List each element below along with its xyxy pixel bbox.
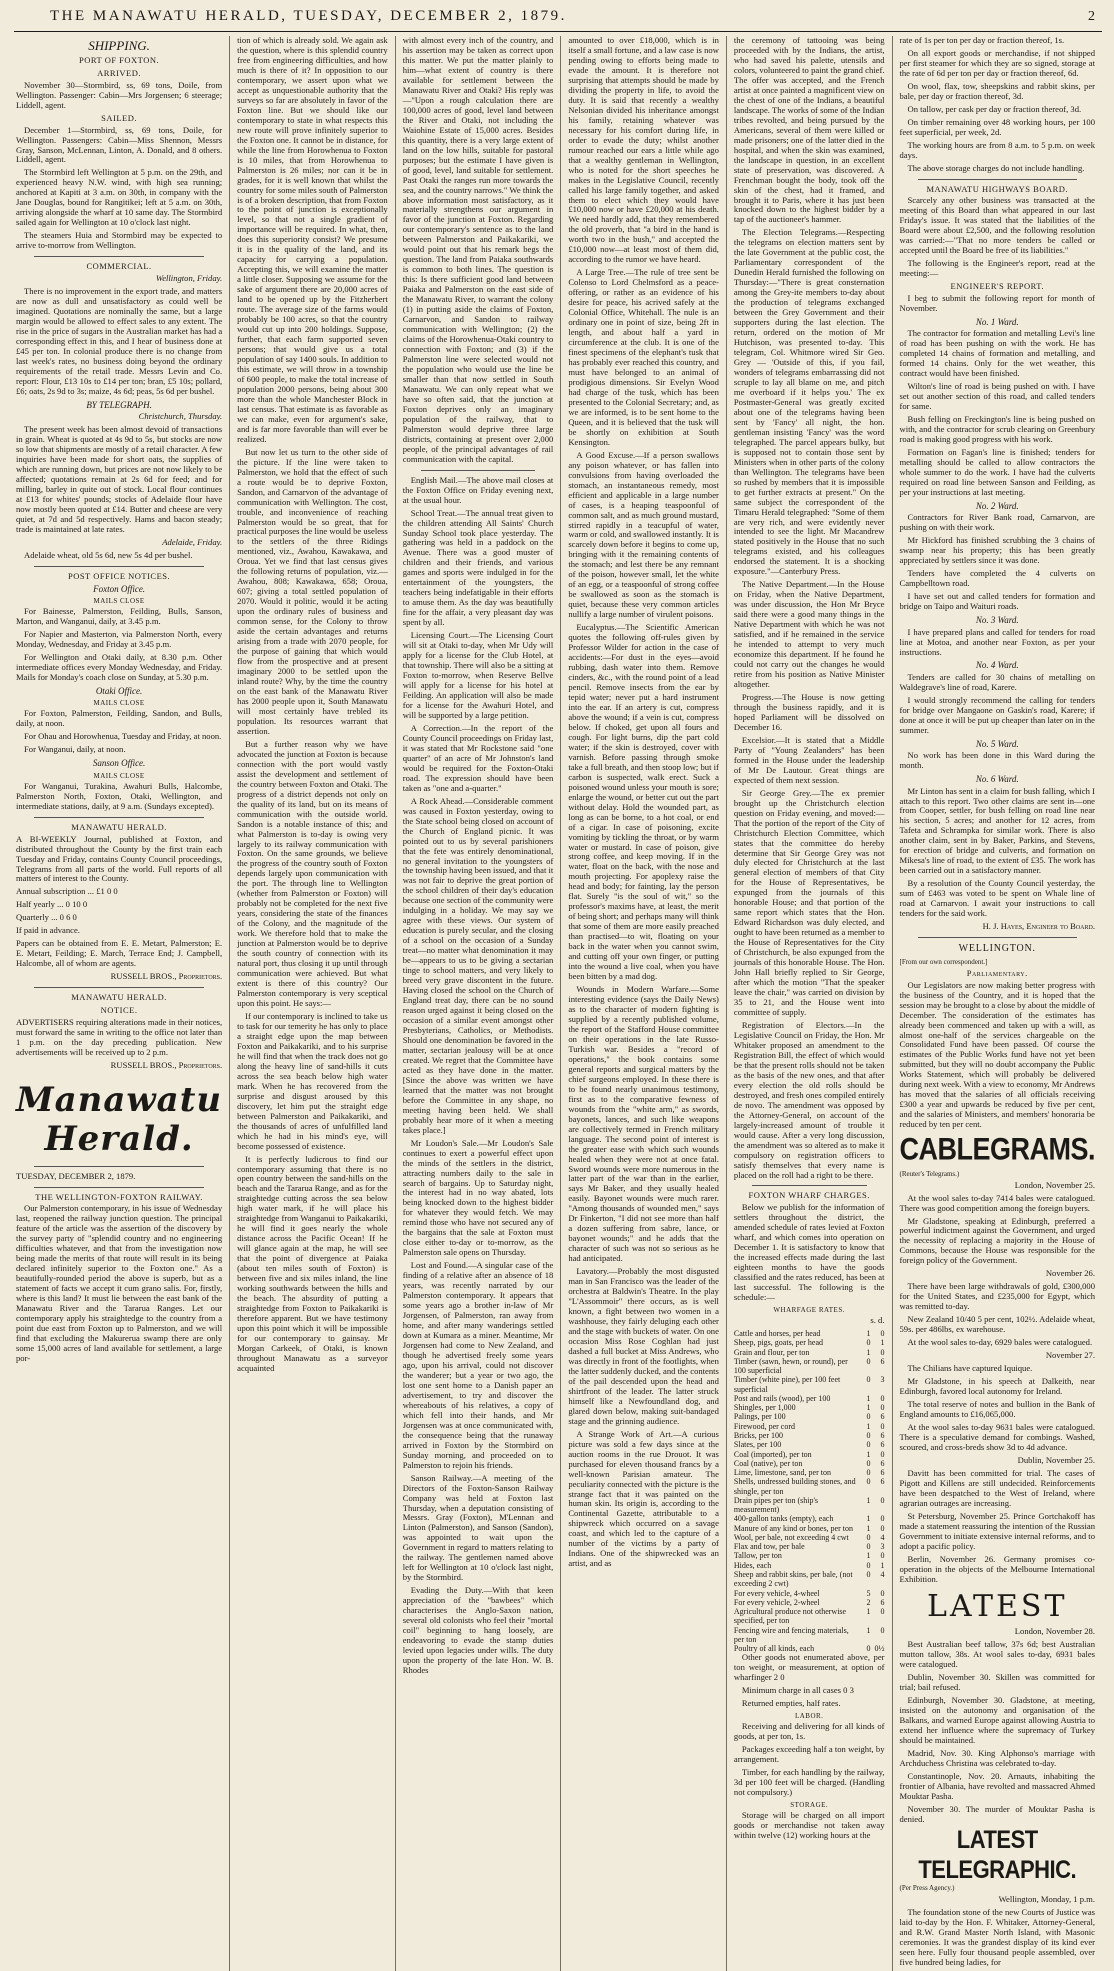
cable-text: The total reserve of notes and bullion in the Bank of England amounts to £16,065,000. — [899, 1399, 1095, 1419]
ward-4: No. 4 Ward. — [975, 660, 1019, 671]
rate-d: 0 — [880, 1403, 885, 1413]
cable-text: St Petersburg, November 25. Prince Gortchakoff has made a statement reassuring the intention of the Russian Government to initiate extensive internal reforms, and to adopt a pacific policy. — [899, 1510, 1095, 1551]
post-text-2: For Napier and Masterton, via Palmerston North, every Monday, Wednesday, and Friday at 3.45 p.m. — [16, 629, 223, 649]
engineer-intro: I beg to submit the following report for month of November. — [899, 293, 1095, 314]
rate-s: 1 — [866, 1421, 871, 1431]
latest-heading: LATEST — [927, 1589, 1068, 1625]
wharf-intro: Below we publish for the information of settlers throughout the district, the amended schedule of rates levied at Foxton wharf, and which comes into operation on December 1. It is satisfactory to know that the increased effects made during the last eighteen months to have the goods classified and the rates reduced, has been at last successful. The following is the schedule:— — [733, 1202, 885, 1303]
notice-heading: NOTICE. — [100, 1005, 138, 1016]
wellington-heading: WELLINGTON. — [958, 943, 1036, 955]
rate-d: 0 — [880, 1625, 885, 1635]
ward-text: Contractors for River Bank road, Carnarvon, are pushing on with their work. — [899, 512, 1095, 533]
rate-row — [734, 1626, 885, 1645]
rate-d: 1 — [880, 1338, 885, 1348]
rate-d: 4 — [880, 1532, 885, 1542]
rate-s: 1 — [866, 1625, 871, 1635]
divider — [34, 987, 204, 988]
rate-item: Manure of any kind or bones, per ton — [733, 1523, 853, 1533]
mails-close: MAILS CLOSE — [93, 596, 145, 605]
news-item: A Correction.—In the report of the County Council proceedings on Friday last, it was stated that Mr Rockstone said "one quarter" of an acre of Mr Johnston's land would be required for the Foxton-Otaki road. The expression should have been taken as "one and a-quarter." — [402, 722, 554, 793]
news-item: Licensing Court.—The Licensing Court will sit at Otaki to-day, when Mr Udy will apply for a license for the Club Hotel, at that township. There will also be a sitting at Foxton to-morrow, when Reserve Bellve will apply for a license for his hotel at Feilding. An application will also be made for a license for the Awahuri Hotel, and will be supported by a large petition. — [402, 630, 554, 720]
ward-1: No. 1 Ward. — [975, 317, 1019, 328]
ward-text: Wilton's line of road is being pushed on with. I have set out another section of this road, and called tenders for same. — [899, 381, 1095, 412]
rate-d: 6 — [880, 1431, 885, 1441]
news-item: A Strange Work of Art.—A curious picture was sold a few days since at the auction rooms in the rue Drouot. It was purchased for eleven thousand francs by a well-known Parisian amateur. The peculiarity connected with the picture is the strange fact that it was painted on the human skin. Its origin is, according to the Continental Gazette, attributable to a shipwreck which occurred on a savage coast, and which led to the capture of a number of the victims by a party of Indians. One of the shipwrecked was an artist, and as — [568, 1428, 719, 1569]
rate-item: Palings, per 100 — [733, 1412, 786, 1422]
latest-text: Best Australian beef tallow, 37s 6d; best Australian mutton tallow, 38s. At wool sales to-day, 6931 bales were catalogued. — [899, 1639, 1095, 1670]
ward-5: No. 5 Ward. — [975, 738, 1019, 749]
rate-row — [734, 1459, 885, 1468]
labor-text-3: Timber, for each handling by the railway, 3d per 100 feet will be charged. (Handling not compulsory.) — [733, 1767, 885, 1798]
rate-item: Hides, each — [733, 1560, 772, 1570]
labor-text: Receiving and delivering for all kinds of goods, at per ton, 1s. — [733, 1721, 885, 1742]
divider — [34, 1187, 204, 1188]
wharfage-heading: WHARFAGE RATES. — [773, 1306, 845, 1315]
rate-d: 4 — [880, 1570, 885, 1579]
rate-s: 0 — [866, 1570, 871, 1579]
rate-d: 0 — [880, 1421, 885, 1431]
rate-s: 1 — [866, 1551, 871, 1561]
wharf-minimum: Minimum charge in all cases 0 3 — [741, 1685, 854, 1696]
post-text-6: For Wanganui, daily, at noon. — [24, 744, 126, 755]
final-text: The foundation stone of the new Courts of Justice was laid to-day by the Hon. F. Whitaker, Attorney-General, and R.W. Grand Master North Island, with Masonic ceremonies. It was the grandest display of its kind ever seen here. Fully four thousand people assembled, over five hundred being ladies, for — [899, 1906, 1095, 1967]
divider — [34, 1166, 204, 1167]
cable-place: London, November 25. — [1014, 1179, 1095, 1190]
rate-s: 0 — [866, 1412, 871, 1422]
news-item: The Native Department.—In the House on Friday, when the Native Department, was under discussion, the Hon Mr Bryce said there were a good many things in the Native Department with which he was not satisfied, and if he remained in the service he intended to attempt to very much economize this department. If he found he could not carry out the changes he would retire from his position as Native Minister altogether. — [733, 579, 885, 689]
rate-item: Tallow, per ton — [733, 1551, 782, 1561]
rate-item: For every vehicle, 4-wheel — [733, 1588, 820, 1598]
rate-row — [734, 1570, 885, 1589]
shipping-heading: SHIPPING. — [88, 38, 150, 53]
arrived-label: ARRIVED. — [97, 67, 142, 78]
storage-text: rate of 1s per ton per day or fraction thereof, 1s. — [899, 35, 1065, 45]
telegraph-heading: BY TELEGRAPH. — [86, 399, 152, 410]
rate-d: 0 — [880, 1551, 885, 1561]
rate-s: 0 — [866, 1440, 871, 1450]
rate-row — [734, 1394, 885, 1403]
ward-text: Tenders have completed the 4 culverts on Campbelltown road. — [899, 568, 1095, 589]
rate-row — [734, 1422, 885, 1431]
rate-row — [734, 1450, 885, 1459]
wellington-text: Our Legislators are now making better progress with the business of the Country, and it is hoped that the session may be brought to a close by about the middle of December. The consideration of the estimates has already been commenced and taken up with a will, as almost one-half of the services chargeable on the Consolidated Fund have been passed. Of course the estimates of the Public Works fund have not yet been submitted, but they will no doubt accompany the Public Works Statement, which will probably be delivered during next week. With a view to economy, Mr Andrews has moved that the salaries of all officials receiving £300 a year and upwards be reduced by five per cent, and the salaries of Ministers, and members' honoraria be reduced by ten per cent. — [899, 979, 1095, 1130]
divider — [34, 566, 204, 567]
news-item: Evading the Duty.—With that keen appreciation of the "bawbees" which characterises the Anglo-Saxon nation, several old colonists who feel their "mortal coil" beginning to hang loosely, are endeavoring to evade the stamp duties levied upon legacies under wills. The duty upon the property of the late Hon. W. B. Rhodes — [402, 1585, 554, 1675]
rate-s: 0 — [866, 1560, 871, 1570]
column-2 — [229, 36, 395, 1971]
russell-signature: RUSSELL BROS., Proprietors. — [110, 971, 223, 982]
herald-ad-text: A BI-WEEKLY Journal, published at Foxton, and distributed throughout the County by the first train each Tuesday and Friday, contains County Council proceedings, Telegrams from all parts of the world. Full reports of all matters of interest to the County. — [16, 833, 223, 884]
russell-signature-2: RUSSELL BROS., Proprietors. — [110, 1059, 223, 1070]
cable-text: Berlin, November 26. Germany promises co-operation in the objects of the Melbourne International Exhibition. — [899, 1553, 1095, 1584]
cable-text: At the wool sales to-day 9631 bales were catalogued. There is a speculative demand for combings. Washed, scoured, and cross-breds show 3d to 4d advance. — [899, 1421, 1095, 1452]
divider — [918, 937, 1078, 938]
news-item: Sanson Railway.—A meeting of the Directors of the Foxton-Sanson Railway Company was held at Foxton last Thursday, when a deputation consisting of Messrs. Gray (Foxton), M'Lennan and Linton (Palmerston), and Sanson (Sandon), was appointed to wait upon the Government in regard to matters relating to the railway. The gentlemen named above left for Wellington at 10 o'clock last night, by the Stormbird. — [402, 1472, 554, 1583]
labor-heading: LABOR. — [794, 1712, 824, 1721]
parliamentary-heading: Parliamentary. — [966, 967, 1028, 978]
final-place: Wellington, Monday, 1 p.m. — [998, 1893, 1095, 1904]
latest-place: London, November 28. — [1014, 1626, 1095, 1637]
rate-row — [734, 1551, 885, 1560]
rate-row — [734, 1477, 885, 1496]
ward-text: I have prepared plans and called for tenders for road line at Motoa, and another near Foxton, as per your instructions. — [899, 626, 1095, 657]
sailed-label: SAILED. — [101, 112, 137, 123]
arrived-text: November 30—Stormbird, ss, 69 tons, Doile, from Wellington. Passenger: Cabin—Mrs Jorgensen; 6 steerage; Liddell, agent. — [16, 79, 223, 110]
news-item: English Mail.—The above mail closes at the Foxton Office on Friday evening next, at the usual hour. — [402, 474, 554, 505]
cable-place: November 26. — [1045, 1268, 1095, 1279]
article-text: But now let us turn to the other side of the picture. If the line were taken to Palmerston, we hold that the effect of such a route would be to deprive Foxton, Sandon, and Carnarvon of the advantage of communication with Wellington. The cost, trouble, and inconvenience of reaching Palmerston would be so great, that for practical purposes the line would be useless to the settlers of the three Ridings mentioned, viz., Awahou, Kawakawa, and Oroua. Yet we find that last census gives the following returns of population, viz.—Awahou, 808; Kawakawa, 658; Oroua, 607; giving a total settled population of 2070. Would it politic, would it be acting upon the ordinary rules of business and common sense, for the Colony to throw aside the certain advantages and returns arising from a trade with 2070 people, for the purpose of gaining that which would flow from the prospective and at present imaginary 2000 to be settled upon the inland route? Why, by the time the country on the east bank of the Manawatu River has 2000 people upon it, South Manawatu will most certainly have trebled its population. Its resources warrant that assertion. — [237, 446, 388, 736]
rate-s: 1 — [866, 1329, 871, 1339]
ward-2: No. 2 Ward. — [975, 500, 1019, 511]
storage-text: Storage will be charged on all import goods or merchandise not taken away within twelve (12) working hours at the — [733, 1810, 885, 1841]
rate-d: 6 — [880, 1597, 885, 1607]
news-item: Mr Loudon's Sale.—Mr Loudon's Sale continues to exert a powerful effect upon the minds of the settlers in the district, attracting numbers daily to the sale in search of bargains. Up to Saturday night, the interest had in no way abated, lots being knocked down to the highest bidder for whatever they would fetch. We may remind those who have not secured any of the bargains that the sale at Foxton must close either to-day or to-morrow, as the Palmerston sale opens on Thursday. — [402, 1137, 554, 1258]
ward-text: Bush felling on Freckington's line is being pushed on with, and the contractor for scrub clearing on Greenbury road is making good progress with his work. — [899, 414, 1095, 445]
storage-text: On all export goods or merchandise, if not shipped per first steamer for which they are so signed, storage at the rate of 6d per ton per day or fraction thereof, 6d. — [899, 47, 1095, 78]
ward-text: By a resolution of the County Council yesterday, the sum of £463 was voted to be spent on Whale line of road at Carnarvon. I await your instructions to call tenders for the said work. — [899, 878, 1095, 919]
press-agency: (Per Press Agency.) — [899, 1883, 955, 1892]
divider — [34, 256, 204, 257]
cable-text: New Zealand 10/40 5 per cent, 102½. Adelaide wheat, 59s. per 486lbs, ex warehouse. — [899, 1314, 1095, 1335]
divider — [752, 1185, 867, 1186]
commercial-place: Wellington, Friday. — [155, 273, 223, 284]
rate-s: 0 — [866, 1458, 871, 1468]
rate-item: Fencing wire and fencing materials, per ton — [733, 1625, 849, 1644]
highways-text-2: The following is the Engineer's report, read at the meeting:— — [899, 258, 1095, 279]
ward-text: The contractor for formation and metalling Levi's line of road has been pushing on with the work. He has completed 14 chains of formation and metalling, and formed 14 chains. Only for the wet weather, this contract would have been finished. — [899, 328, 1095, 379]
rate-d: 6 — [880, 1458, 885, 1468]
rate-row — [734, 1431, 885, 1440]
wharf-heading: FOXTON WHARF CHARGES. — [748, 1190, 870, 1201]
railway-heading: THE WELLINGTON-FOXTON RAILWAY. — [35, 1191, 203, 1202]
rate-d: 0 — [880, 1393, 885, 1403]
latest-text: November 30. The murder of Mouktar Pasha is denied. — [899, 1803, 1095, 1824]
mails-close: MAILS CLOSE — [93, 699, 145, 708]
ward-3: No. 3 Ward. — [975, 615, 1019, 626]
news-item: A Large Tree.—The rule of tree sent be Colenso to Lord Chelmsford as a peace-offering, or rather as an evidence of his desire for peace, his acrived safely at the Colonial Office, Whitehall. The nule is an ordinary one in point of size, being 2ft in length, and about half a yard in circumference at the club. It is one of the finest specimens of the elephant's tusk that has probably ever reached this country, and must have belonged to an animal of prodigious dimensions. Sir Evelyn Wood had charge of the tusk, which has been presented to the Colonial Secretary; and, as we are informed, is to be sent home to the Queen, and it is believed that the tusk will be shortly on exhibition at South Kensington. — [568, 267, 719, 447]
rate-d: 0 — [880, 1495, 885, 1505]
rate-item: Flax and tow, per bale — [733, 1542, 805, 1552]
rate-row — [734, 1589, 885, 1598]
post-office-heading: POST OFFICE NOTICES. — [67, 570, 171, 581]
mails-close: MAILS CLOSE — [93, 771, 145, 780]
cable-text: The Chilians have captured Iquique. — [907, 1363, 1033, 1374]
herald-heading-2: MANAWATU HERALD. — [71, 992, 167, 1003]
latest-text: Madrid, Nov. 30. King Alphonso's marriage with Archduchess Christina was celebrated to-day. — [899, 1747, 1095, 1768]
article-text: with almost every inch of the country, and his assertion may be taken as correct upon this matter. We put the matter plainly to him—what extent of country is there available for settlement between the Manawatu River and Otaki? His reply was—"Upon a rough calculation there are 100,000 acres of good, level land between the River and Otaki, not including the Waiohine Estate of 15,000 acres. Besides this quantity, there is a very large extent of land on the low hills, suitable for pastoral purposes; but the estimate I have given is of good, level, land suitable for settlement. Past Otaki the ranges run more towards the sea, and the country narrows." We think the above information most satisfactory, as it materially strengthens our argument in favor of the junction at Foxton. Regarding our contemporary's sentence as to the land between Palmerston and Paikakariki, we would point out that his remark begs the question. The land from Paiaka southwards is common to both lines. The question is this: Is there sufficient good land between Paiaka and Palmerston on the east side of the Manawatu River, to warrant the colony (1) in putting aside the claims of Foxton, Carnarvon, and Sandon to railway communication with Wellington; (2) the claims of the Horowhenua-Otaki country to connection with Foxton; and (3) if the Palmerston line were selected would not the population who would use the line be smaller than that now settled in South Manawatu. We can only repeat what we have so often said, that the junction at Foxton deprives only an imaginary population of the railway, that to Palmerston would deprive three large districts, containing at present over 2,000 people, of the principal advantages of rail communication with the capital. — [402, 35, 554, 464]
rate-row — [734, 1598, 885, 1607]
rate-d: 0 — [880, 1347, 885, 1357]
latest-text: Dublin, November 30. Skillen was committed for trial; bail refused. — [899, 1672, 1095, 1693]
rate-row — [734, 1375, 885, 1394]
rate-item: Timber (sawn, hewn, or round), per 100 superficial — [733, 1356, 848, 1376]
rate-d: 6 — [880, 1477, 885, 1487]
ward-text: Mr Linton has sent in a claim for bush falling, which I attach to this report. Two other claims are sent in—one from Cooper, settler, for bush felling on road line near his section, 5 acres; and another for 12 acres, from Tafeta and Schrampka for similar work. There is also another claim, sent in by Baker, Parkins, and Stevens, for erection of bridge and culverts, and formation on Mikesa's line of road, to the extent of £35. The work has been carried out in a satisfactory manner. — [899, 785, 1095, 876]
rate-d: 6 — [880, 1468, 885, 1478]
rate-s: 1 — [866, 1495, 871, 1505]
cable-text: Mr Gladstone, in his speech at Dalkeith, near Edinburgh, favored local autonomy for Ireland. — [899, 1376, 1095, 1397]
divider — [34, 817, 204, 818]
rate-item: Sheep, pigs, goats, per head — [733, 1338, 823, 1348]
engineer-signature: H. J. Hayes, Engineer to Board. — [982, 921, 1095, 932]
telegraph-text: The present week has been almost devoid of transactions in grain. Wheat is quoted at 4s 9d to 5s, but stocks are now so low that shipments are mostly of a retail character. A few inquiries have been made for short oats, the supplies of which are running down, but prices are not now likely to be affected; quotations remain at 2s 6d for feed; and for milling, barley in quite out of stock. Local flour continues at £13 for whites' pounds; stocks of Adelaide flour have now mostly been quoted at £14. Butter and cheese are very quiet, at 7d and 5d respectively. Hams and bacon steady; trade is maintained at late rates. — [16, 424, 223, 534]
rate-row — [734, 1412, 885, 1421]
storage-text: The working hours are from 8 a.m. to 5 p.m. on week days. — [899, 139, 1095, 160]
rate-row — [734, 1561, 885, 1570]
news-item: The Election Telegrams.—Respecting the telegrams on election matters sent by the late Government at the public cost, the Parliamentary correspondent of the Dunedin Herald furnished the following on Thursday:—"There is great consternation among the Grey-ite members to-day about the production of telegrams exchanged between the Grey Government and their supporters during the last election. The return, ordered on the motion of Mr Hutchison, was presented to-day. This telegram, Col. Whitmore wired Sir Geo. Grey — 'Outside of this, if you fail, wonders of telegrams embarrassing did not scruple to lay all blame on me, and pitch me overboard if it helps you.' The ex Postmaster-General was greatly excited about one of the telegrams having been sent by 'Fancy' all night, the hon. gentleman insisting 'Fancy' was the word telegraphed. The parcel appears bulky, but is supposed not to contain those sent by Ministers when in other parts of the colony than Wellington. The telegrams have been so rushed by members that it is impossible to get further extracts at present." On the same subject the correspondent of the Timaru Herald telegraphed: "Some of them are very rich, and were evidently never intended to see the light. Mr Macandrew stated positively in the House that no such telegrams existed, and his colleagues endorsed the statement. It is a shocking exposure."—Canterbury Press. — [733, 227, 885, 577]
rate-d: 1 — [880, 1560, 885, 1570]
article-text: If our contemporary is inclined to take us to task for our temerity he has only to place a straight edge upon the map between Foxton and Paikakariki, and to his surprise he will find that when the track does not go along the heavy line of sand-hills it cuts across the sea beach below high water mark. When he has recovered from the surprise and disgust aroused by this discovery, let him put the straight edge between Palmerston and Paikakariki, and the thousands of acres of unfulfilled land which he had in his mind's eye, will become possessed of existence. — [237, 1010, 388, 1151]
papers-text: Papers can be obtained from E. E. Metart, Palmerston; E. E. Metart, Feilding; E. March, Terrace End; J. Campbell, Halcombe, all of whom are agents. — [16, 938, 223, 969]
cable-place: Dublin, November 25. — [1017, 1454, 1095, 1465]
rate-item: Coal (imported), per ton — [733, 1449, 812, 1459]
masthead-title: THE MANAWATU HERALD, TUESDAY, DECEMBER 2, 1879. — [50, 8, 567, 24]
rate-row — [734, 1348, 885, 1357]
rate-item: Drain pipes per ton (ship's measurement) — [733, 1495, 818, 1515]
news-item: Lost and Found.—A singular case of the finding of a relative after an absence of 18 years, was recently narrated by our Palmerston contemporary. It appears that some years ago a brother in-law of Mr Jorgensen, of Palmerston, ran away from home, and after many wanderings settled down at Kumara as a miner. Meantime, Mr Jorgensen had come to New Zealand, and though he advertised freely some years ago, upon his arrival, could not discover the wanderer; but a year or two ago, the lost one sent home to a Danish paper an advertisement, to try and discover the whereabouts of his relatives, a copy of which fell into their hands, and Mr Jorgensen was at once communicated with, the consequence being that the runaway arrived in Foxton by the Stormbird on Sunday morning, and proceeded on to Palmerston to rejoin his friends. — [402, 1260, 554, 1470]
latest-telegraphic-heading: LATEST TELEGRAPHIC. — [918, 1824, 1077, 1883]
rate-s: 0 — [866, 1338, 871, 1348]
rate-row — [734, 1607, 885, 1626]
rate-item: Shingles, per 1,000 — [733, 1403, 796, 1413]
cable-text: Davitt has been committed for trial. The cases of Pigott and Killens are still undecided. Reinforcements have been despatched to the West of Ireland, where agrarian outrages are increasing. — [899, 1467, 1095, 1508]
rate-row — [734, 1533, 885, 1542]
port-heading: PORT OF FOXTON. — [79, 55, 160, 66]
rate-s: 0 — [866, 1356, 871, 1366]
rate-item: Coal (native), per ton — [733, 1458, 803, 1468]
rate-item: For every vehicle, 2-wheel — [733, 1597, 820, 1607]
news-item: the ceremony of tattooing was being proceeded with by the Indians, the artist, who had saved his palette, utensils and colors, volunteered to paint the grand chief. The offer was accepted, and the French artist at once painted a magnificent view on the chest of one of the Indians, a beautiful landscape. The works of some of the Indian tribes revolted, and being pursued by the Americans, several of them were killed or made prisoners; one of the latter died in the hospital, and when the skin was examined, the landscape in question, in an excellent state of preservation, was discovered. A Frenchman bought the body, took off the skin of the chest, had it framed, and brought it to Paris, where it has just been knocked down to the highest bidder by a tap of the auctioneer's hammer. — [733, 35, 885, 225]
cablegrams-heading: CABLEGRAMS. — [899, 1131, 1095, 1167]
otaki-office: Otaki Office. — [95, 685, 143, 696]
highways-heading: MANAWATU HIGHWAYS BOARD. — [926, 183, 1069, 194]
rate-row — [734, 1468, 885, 1477]
rate-item: Firewood, per cord — [733, 1421, 795, 1431]
rate-d: 6 — [880, 1412, 885, 1422]
herald-heading: MANAWATU HERALD. — [71, 821, 167, 832]
rate-s: 1 — [866, 1449, 871, 1459]
railway-text: Our Palmerston contemporary, in his issue of Wednesday last, reopened the railway junction question. The principal feature of the article was the assertion of the discovery by the survey party of "splendid country and no engineering difficulties whatever, and that from the investigation now being made the merits of that route will result in its being declared infinitely superior to the Foxton one." As a beautifully-rounded period the above is superb, but as a statement of facts we accept it cum grano salis. For, firstly, where is this land? It must lie between the east bank of the Manawatu River and the Tararua Ranges. Let our contemporary apply his straightedge to the country from a point due east from Foxton up to Palmerston, and we will find that excluding the Makurerua swamp there are only some 15,000 acres of land available for settlement, a large por- — [16, 1203, 223, 1363]
commercial-heading: COMMERCIAL. — [86, 261, 152, 272]
rate-s: 1 — [866, 1403, 871, 1413]
subscription-quarterly: Quarterly ... 0 6 0 — [16, 912, 77, 923]
wharf-returned: Returned empties, half rates. — [741, 1698, 841, 1709]
news-item: A Rock Ahead.—Considerable comment was caused in Foxton yesterday, owing to the State school being closed on account of the Church of England picnic. It was pointed out to us by several parishioners that the fete was entirely denominational, no general invitation to the youngsters of the township having been issued, and that it was not fair to deprive the great portion of the school children of their day's education because one section of the community were indulging in a holiday. We may say we agree with these views. Our system of education is purely secular, and the closing of a school on the occasion of a Sunday treat—no matter what denomination it may be—appears to us to be giving a sectarian tinge to school matters, and very likely to breed very grave discontent in the future. Having closed the school on the Church of England treat day, there can be no sound reason urged against it being closed on the occasion of a similar event amongst other Presbyterians, Catholics, or Methodists. Should one denomination be favored in the matter, sectarian jealousy will be at once created. We regret that the Committee have acted as they have done in the matter. [Since the above was written we have learned that the matter was not brought before the Committee in any shape, no meeting having been held. We shall probably hear more of it when a meeting takes place.] — [402, 795, 554, 1135]
rates-header: s. d. — [870, 1315, 885, 1326]
rate-item: 400-gallon tanks (empty), each — [733, 1514, 834, 1524]
cable-text: Mr Gladstone, speaking at Edinburgh, preferred a powerful indictment against the Government, and urged the necessity of replacing a majority in the House of Commons, because the House was responsible for the foreign policy of the Government. — [899, 1215, 1095, 1266]
notice-text: ADVERTISERS requiring alterations made in their notices, must forward the same in writing to the office not later than 1 p.m. on the day preceding publication. New advertisements will be received up to 2 p.m. — [16, 1016, 223, 1057]
rate-d: 0 — [880, 1329, 885, 1339]
rate-d: 0 — [880, 1449, 885, 1459]
rate-row — [734, 1440, 885, 1449]
post-text-4: For Foxton, Palmerston, Feilding, Sandon, and Bulls, daily, at noon. — [16, 708, 223, 729]
cable-text: There have been large withdrawals of gold, £300,000 for the United States, and £235,000 for Egypt, which was remitted to-day. — [899, 1281, 1095, 1312]
ward-text: No work has been done in this Ward during the month. — [899, 750, 1095, 771]
column-1 — [14, 36, 229, 1971]
highways-text: Scarcely any other business was transacted at the meeting of this Board than what appeared in our last Friday's issue. It was stated that the liabilities of the Board were about £2,500, and the following resolution was carried:—"That no more tenders be called or accepted until the Board be free of its liabilities." — [899, 195, 1095, 256]
rate-s: 2 — [866, 1597, 871, 1607]
subscription-note: If paid in advance. — [16, 925, 80, 936]
page-number: 2 — [1088, 9, 1096, 24]
rate-row — [734, 1542, 885, 1551]
cable-text: At the wool sales to-day, 6929 bales were catalogued. — [907, 1337, 1093, 1348]
column-3 — [395, 36, 561, 1971]
rate-item: Agricultural produce not otherwise specified, per ton — [733, 1607, 847, 1626]
rate-item: Poultry of all kinds, each — [733, 1644, 815, 1654]
dateline: TUESDAY, DECEMBER 2, 1879. — [16, 1170, 136, 1181]
ward-text: I would strongly recommend the calling for tenders for bridge over Mangaone on Gaskin's road, Karere; if done at once it will be put up cheaper than later on in the summer. — [899, 694, 1095, 735]
article-text: tion of which is already sold. We again ask the question, where is this splendid country free from engineering difficulties, and how much is there of it? In opposition to our contemporary, we assert upon what we accept as unquestionable authority that the surveys so far are absolutely in favor of the Foxton line. But we should like our contemporary to state in what respects this new route will prove infinitely superior to the Foxton one. It cannot be in distance, for while the line from Horowhenua to Foxton is 10 miles, that from Horowhenua to Palmerston is 26 miles; nor can it be in grades, for it is well known that whilst the country for some miles south of Palmerston is of a broken description, that from Foxton to the point of junction is exceptionally level, so that not a single gradient of importance will be required. In what, then, does this superiority consist? We presume it is in the quality of the land, and its capacity for carrying a population. Accepting this, we will examine the matter a little closer. Supposing we assume for the sake of argument there are 20,000 acres of land to be opened up by the Fitzherbert route. The average size of the farms would probably be 100 acres, so that the country would cut up into 200 holdings. Suppose, further, that each farm supported seven persons; that would give us a total population of say 1400 souls. In addition to this estimate, we will throw in a township of 600 people, to make the total increase of population 2000 persons, being about 300 more than the whole Manchester Block in last census. That estimate is as favorable as we can make, even for argument's sake, and is far more favorable than will ever be realized. — [237, 35, 388, 444]
rate-s: 1 — [866, 1607, 871, 1617]
rate-s: 0 — [866, 1532, 871, 1542]
rate-item: Wool, per bale, not exceeding 4 cwt — [733, 1532, 849, 1542]
rate-s: 1 — [866, 1523, 871, 1533]
rate-item: Sheep and rabbit skins, per bale, (not exceeding 2 cwt) — [733, 1570, 853, 1589]
news-item: Excelsior.—It is stated that a Middle Party of "Young Zealanders" has been formed in the House under the leadership of Mr De Lautour. Great things are expected of them next session. — [733, 734, 885, 785]
ward-text: Tenders are called for 30 chains of metalling on Waldegrave's line of road, Karere. — [899, 671, 1095, 692]
post-text-7: For Wanganui, Turakina, Awahuri Bulls, Halcombe, Palmerston North, Foxton, Otaki, Wellington, and intermediate stations, daily, at 9 a.m. (Sundays excepted). — [16, 780, 223, 811]
rate-s: 0 — [866, 1644, 871, 1654]
ward-text: I have set out and called tenders for formation and bridge on Taipo and Waituri roads. — [899, 591, 1095, 612]
rate-s: 1 — [866, 1514, 871, 1524]
post-text-1: For Bainesse, Palmerston, Feilding, Bulls, Sanson, Marton, and Wanganui, daily, at 3.45 p.m. — [16, 606, 223, 627]
rate-row — [734, 1524, 885, 1533]
rate-s: 0 — [866, 1542, 871, 1552]
column-4 — [560, 36, 726, 1971]
shipping-paragraph: The Stormbird left Wellington at 5 p.m. on the 29th, and experienced heavy N.W. wind, with high sea running; anchored at Kapiti at 3 a.m. on 30th, in company with the Jane Douglas, bound for Rangitikei; left at 5 a.m. on 30th, arriving alongside the wharf at 10 same day. The Stormbird sailed again for Wellington at 10 o'clock last night. — [16, 167, 223, 228]
subscription-annual: Annual subscription ... £1 0 0 — [16, 886, 118, 897]
wharf-other: Other goods not enumerated above, per ton weight, or measurement, at option of wharfinger 2 0 — [733, 1652, 885, 1683]
news-item: School Treat.—The annual treat given to the children attending All Saints' Church Sunday School took place yesterday. The gathering was held in a paddock on the Avenue. There was a good muster of children and their friends, and various games and sports were indulged in for the entertainment of the youngsters, the teachers being indefatigable in their efforts to amuse them. As the day was beautifully fine for the affair, a very pleasant day was spent by all. — [402, 507, 554, 628]
news-item: Progress.—The House is now getting through the business rapidly, and it is hoped Parliament will be dissolved on December 16. — [733, 691, 885, 732]
news-item: Registration of Electors.—In the Legislative Council on Friday, the Hon. Mr Whitaker proposed an amendment to the Registration Bill, the effect of which would be that the present rolls should not be taken as the basis of the new ones, and that after every election the old rolls should be destroyed, and fresh ones compiled entirely de novo. The amendment was opposed by the Attorney-General, on account of the largely-increased amount of trouble it would cause. After a very long discussion, the amendment was so altered as to make it compulsory on registration officers to satisfy themselves that every name is placed on the roll had a right to be there. — [733, 1019, 885, 1180]
foxton-office: Foxton Office. — [93, 583, 146, 594]
subscription-half: Half yearly ... 0 10 0 — [16, 899, 88, 910]
rate-row — [734, 1329, 885, 1338]
rate-s: 0 — [866, 1431, 871, 1441]
storage-text: On timber remaining over 48 working hours, per 100 feet superficial, per week, 2d. — [899, 116, 1095, 137]
reuter-label: (Reuter's Telegrams.) — [899, 1169, 960, 1178]
ward-text: Formation on Fagan's line is finished; tenders for metalling should be called to allow contractors the whole summer to do the work. I have had the culverts required on road line between Sanson and Feilding, as per your instructions at last meeting. — [899, 447, 1095, 497]
sailed-text: December 1—Stormbird, ss, 69 tons, Doile, for Wellington. Passengers: Cabin—Miss Shennon, Messrs Gray, Sanson, McLennan, Linton, A. Donald, and 8 others. Liddell, agent. — [16, 124, 223, 165]
divider — [421, 470, 536, 471]
rate-item: Slates, per 100 — [733, 1440, 782, 1450]
news-item: Sir George Grey.—The ex premier brought up the Christchurch election question on Friday evening, and moved:—That the portion of the report of the City of Christchurch Election Committee, which states that the committee do hereby determine that Sir George Grey was not duly elected for Christchurch at the last general election of members of that City for the House of Representatives, be expunged from the journals of this honorable House; and that portion of the same report which states that the Hon. Edward Richardson was duly elected, and ought to have been returned as a member to the House of Representatives for the City of Christchurch, be also expunged from the journals of this honorable House. The Hon. John Hall briefly replied to Sir George, after which the motion "That the speaker leave the chair," was carried on division by 35 to 21, and the House went into committee of supply. — [733, 787, 885, 1017]
rate-d: 3 — [880, 1542, 885, 1552]
rate-row — [734, 1514, 885, 1523]
rate-d: 6 — [880, 1440, 885, 1450]
rate-item: Bricks, per 100 — [733, 1431, 784, 1441]
latest-text: Edinburgh, November 30. Gladstone, at meeting, insisted on the autonomy and organisation of the Balkans, and warned Europe against allowing Austria to extend her influence where the supremacy of Turkey should be maintained. — [899, 1695, 1095, 1745]
rate-d: 0 — [880, 1607, 885, 1617]
herald-advertisement — [16, 823, 222, 982]
ward-text: Mr Hickford has finished scrubbing the 3 chains of swamp near his property; this has been greatly appreciated by settlers since it was done. — [899, 535, 1095, 566]
rate-row — [734, 1496, 885, 1515]
telegraph-place: Christchurch, Thursday. — [138, 411, 223, 422]
rate-d: 0 — [880, 1523, 885, 1533]
column-5 — [726, 36, 892, 1971]
post-text-5: For Ohau and Horowhenua, Tuesday and Friday, at noon. — [24, 731, 222, 742]
rates-table — [734, 1329, 885, 1653]
rate-d: 3 — [880, 1375, 885, 1385]
wellington-from: [From our own correspondent.] — [899, 957, 988, 966]
article-text: It is perfectly ludicrous to find our contemporary assuming that there is no open country between the sand-hills on the beach and the Tararua Range, and as for the straightedge cutting across the sea below high water mark, if he will place his straightedge from Wanganui to Paikakariki, he will find it goes nearly the whole distance across the Pacific Ocean! If he will glance again at the map, he will see that the point of divergence at Paiaka (about ten miles south of Foxton) is between five and six miles inland, the line working southwards between the hills and the beach. The absurdity of putting a straightedge from Foxton to Paikakariki is therefore apparent. But we have testimony upon this point which it will be impossible for our contemporary to gainsay. Mr Morgan Carkeek, of Otaki, is known throughout Manawatu as a surveyor acquainted — [237, 1153, 388, 1373]
rate-row — [734, 1338, 885, 1347]
sanson-office: Sanson Office. — [92, 758, 146, 769]
gothic-title: Manawatu Herald. — [16, 1079, 223, 1160]
rate-d: 0 — [880, 1514, 885, 1524]
cable-text: At the wool sales to-day 7414 bales were catalogued. There was good competition among the foreign buyers. — [899, 1192, 1095, 1213]
cable-place: November 27. — [1045, 1350, 1095, 1361]
column-6 — [892, 36, 1103, 1971]
adelaide-text: Adelaide wheat, old 5s 6d, new 5s 4d per bushel. — [24, 549, 193, 560]
storage-text: On wool, flax, tow, sheepskins and rabbit skins, per bale, per day or fraction thereof, 3d. — [899, 80, 1095, 101]
post-text-3: For Wellington and Otaki daily, at 8.30 p.m. Other intermediate offices every Monday Wednesday, and Friday. Mails for Monday's coach close on Sunday, at 5.30 p.m. — [16, 651, 223, 682]
rate-s: 5 — [866, 1588, 871, 1598]
rate-d: 0½ — [874, 1644, 885, 1654]
news-item: amounted to over £18,000, which is in itself a small fortune, and a law case is now pending owing to efforts being made to evade the amount. It is therefore not surprising that attempts should be made by dividing the property in life, to avoid the duty. It is said that recently a wealthy Nelsonian divided his inheritance amongst his family, retaining whatever was necessary for his comfort during life, in order to evade the duty; whilst another rumour reached our ears a little while ago that a wealthy gentleman in Wellington, who is noted for the short speeches he makes in the Legislative Council, recently called his large family together, and asked them to elect which they would have £10,000 now or have £20,000 at his death. We need hardly add, that they remembered the old proverb, that "a bird in the hand is worth two in the bush," and accepted the £10,000 now—at least most of them did, according to the rumor we have heard. — [568, 35, 719, 265]
news-item: A Good Excuse.—If a person swallows any poison whatever, or has fallen into convulsions from having overloaded the stomach, an instantaneous remedy, most efficient and applicable in a large number of cases, is a heaping teaspoonful of common salt, and as much ground mustard, stirred rapidly in a teacupful of water, warm or cold, and swallowed instantly. It is scarcely down before it begins to come up, bringing with it the remaining contents of the stomach; and lest there be any remnant of the poison, however small, let the white of an egg, or a teaspoonful of strong coffee be swallowed as soon as the stomach is quiet, because these very common articles nullify a large number of virulent poisons. — [568, 449, 719, 620]
notice-advertisement — [16, 993, 222, 1071]
storage-heading: STORAGE. — [790, 1801, 829, 1810]
engineer-heading: ENGINEER'S REPORT. — [950, 281, 1044, 292]
rate-s: 1 — [866, 1347, 871, 1357]
commercial-text: There is no improvement in the export trade, and matters are now as dull and unsatisfactory as could well be imagined. Quotations are nominally the same, but a large margin would be allowed to effect sales to any extent. The rise in the price of sugars in the Australian market has had a corresponding effect in this, and I hear of business done at £45 per ton. In colonial produce there is no change from last week's rates, no business doing beyond the ordinary requirements of the retail trade. Messrs Levin and Co. report: Flour, £13 10s to £14 per ton; bran, £5 10s; pollard, £6; oats, 2s 9d to 3s; maize, 4s 6d; peas, 5s 6d per bushel. — [16, 286, 223, 396]
rate-d: 0 — [880, 1588, 885, 1598]
rate-s: 0 — [866, 1468, 871, 1478]
rate-item: Lime, limestone, sand, per ton — [733, 1468, 831, 1478]
rate-row — [734, 1357, 885, 1376]
rate-s: 0 — [866, 1375, 871, 1385]
article-text: But a further reason why we have advocated the junction at Foxton is because connection with the port would vastly assist the development and settlement of the country between Foxton and Otaki. The progress of a district depends not only on the quality of its land, but on its means of communication with the outside world. Sandon is a notable instance of this; and what Palmerston is to-day is owing very largely to its railway communication with Foxton. On the same grounds, we believe the progress of the country south of Foxton depends largely upon communication with the port. The through line to Wellington (whether from Palmerston or Foxton) will probably not be completed for the next five years, considering the state of the finances of the Colony, and the magnitude of the work. We therefore hold that to make the junction at Palmerston would be to deprive the south country of connection with its natural port, thus closing it up until through communication were achieved. But what extent is there of this country? Our Palmerston contemporary is very sceptical upon this point. He says:— — [237, 738, 388, 1008]
rate-s: 1 — [866, 1393, 871, 1403]
rate-s: 0 — [866, 1477, 871, 1487]
rate-item: Shells, undressed building stones, and shingle, per ton — [733, 1477, 856, 1496]
rate-item: Grain and flour, per ton — [733, 1347, 810, 1357]
labor-text-2: Packages exceeding half a ton weight, by arrangement. — [733, 1744, 885, 1765]
rate-item: Timber (white pine), per 100 feet superficial — [733, 1375, 841, 1394]
rate-d: 6 — [880, 1356, 885, 1366]
storage-text: The above storage charges do not include handling. — [907, 162, 1085, 173]
storage-text: On tallow, per cask per day or fraction thereof, 3d. — [907, 103, 1082, 114]
rate-item: Post and rails (wood), per 100 — [733, 1393, 831, 1403]
shipping-paragraph-2: The steamers Huia and Stormbird may be expected to arrive to-morrow from Wellington. — [16, 230, 223, 251]
rate-item: Cattle and horses, per head — [733, 1329, 821, 1339]
divider — [918, 179, 1078, 180]
rate-row — [734, 1403, 885, 1412]
ward-6: No. 6 Ward. — [975, 774, 1019, 785]
news-item: Lavatory.—Probably the most disgusted man in San Francisco was the leader of the orchestra at Baldwin's Theatre. In the play "L'Assommoir" there occurs, as is well known, a fight between two women in a washhouse, they fairly deluging each other and the stage with buckets of water. On one occasion Miss Rose Coghlan had just dashed a full bucket at Miss Andrews, who was directly in front of the footlights, when the latter suddenly ducked, and the contents of the pail descended upon the head and shirtfront of the leader. The latter struck himself like a Newfoundland dog, and glared down below, making suit-bandaged stage and the grinning audience. — [568, 1266, 719, 1426]
adelaide-place: Adelaide, Friday. — [162, 536, 223, 547]
news-item: Wounds in Modern Warfare.—Some interesting evidence (says the Daily News) as to the character of modern fighting is supplied by a recently published volume, the report of the Stafford House committee on their operations in the late Russo-Turkish war. Besides a "record of operations," the book contains some general reports and surgical matters by the chief surgeons employed. In these there is to be found nearly unanimous testimony, first as to the comparative fewness of wounds from the "white arm," as swords, bayonets, lances, and such like weapons are collectively termed in French military language. The second point of interest is the greater ease with which such wounds healed when they were not at once fatal. Sword wounds were more numerous in the latter part of the war than in the earlier, says Mr Baker, and they usually healed easily. Bayonet wounds were much rarer. "Among thousands of wounded men," says Dr Finkerton, "I did not see more than half a dozen suffering from sabre, lance, or bayonet wounds;" and he adds that the character of such was not so serious as he had anticipated. — [568, 984, 719, 1264]
latest-text: Constantinople, Nov. 20. Arnauts, inhabiting the frontier of Albania, have revolted and massacred Ahmed Mouktar Pasha. — [899, 1770, 1095, 1801]
masthead — [14, 8, 1102, 32]
columns — [14, 35, 1102, 1967]
news-item: Eucalyptus.—The Scientific American quotes the following off-rules given by Professor Wilder for action in the case of accidents:—For dust in the eyes—avoid rubbing, dash water into them. Remove cinders, &c., with the round point of a lead pencil. Remove insects from the ear by tepid water; never put a hard instrument into the ear. If an artery is cut, compress above the wound; if a vein is cut, compress below. If choked, get upon all fours and cough. For light burns, dip the part cold water; if the skin is destroyed, cover with varnish. Before passing through smoke take a full breath, and then stoop low; but if carbon is suspected, walk erect. Suck a poisoned wound unless your mouth is sore; enlarge the wound, or better cut out the part without delay. Hold the wounded part, as long as can be borne, to a hot coal, or end of a cigar. In case of poisoning, excite vomiting by tickling the throat, or by warm water or mustard. In case of poison, give strong coffee, and keep moving. If in the water, float on the back, with the nose and mouth projecting. For apoplexy raise the head and body; for fainting, lay the person flat. Surely "is the soul of wit," so the professor's maxims have, at least, the merit of being short; and perhaps many will think that some of them are more easily preached than practised—to wit, floating on your back in the water when you cannot swim, and cutting off your own finger, or putting into the wound a live coal, when you have been bitten by a mad dog. — [568, 622, 719, 982]
